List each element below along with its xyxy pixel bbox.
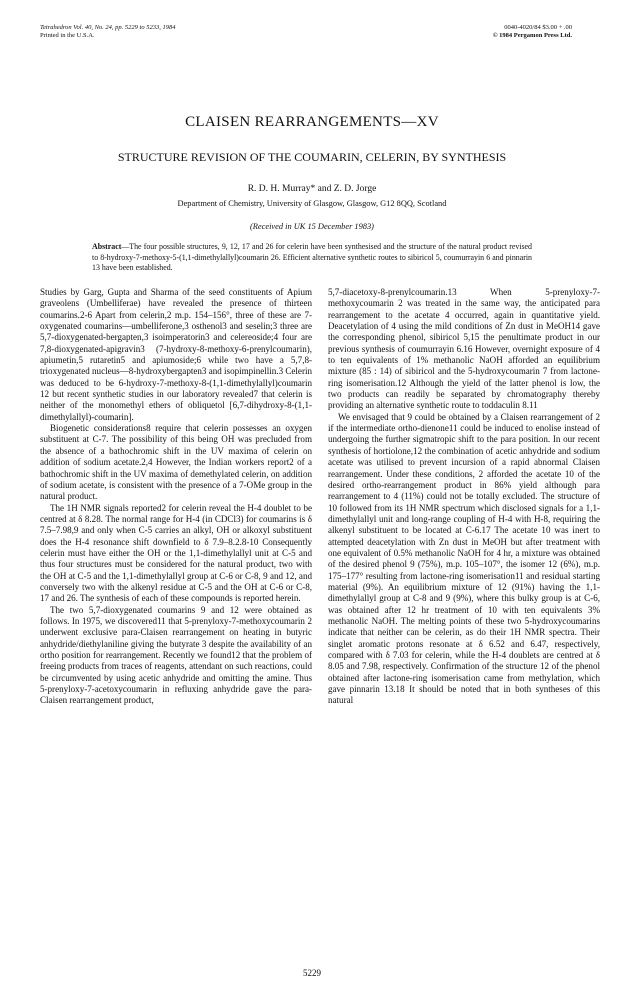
paragraph: The two 5,7-dioxygenated coumarins 9 and 12 were obtained as follows. In 1975, we discovered11 that 5-prenyloxy-7-methoxycoumarin 2 underwent exclusive para-Claisen rearrangement on heating in butyric anhydride/diethylaniline giving the butyrate 3 despite the availability of an ortho position for rearrangement. Recently we found12 that the problem of freeing products from traces of reagents, attendant on such reactions, could be circumvented by using acetic anhydride and omitting the amine. Thus 5-prenyloxy-7-acetoxycoumarin in refluxing anhydride gave the para-Claisen rearrangement product,: [40, 604, 312, 706]
paragraph: 5,7-diacetoxy-8-prenylcoumarin.13 When 5-prenyloxy-7-methoxycoumarin 2 was treated in the same way, the anticipated para rearrangement to the acetate 4 occurred, again in quantitative yield. Deacetylation of 4 using the mild conditions of Zn dust in MeOH14 gave the corresponding phenol, sibiricol 5,15 the penultimate product in our previous synthesis of coumurrayin 6.16 However, overnight exposure of 4 to ten equivalents of 1% methanolic NaOH afforded an equilibrium mixture (85 : 14) of sibiricol and the 5-hydroxycoumarin 7 from lactone-ring isomerisation.12 Although the yield of the latter phenol is low, the two products can readily be separated by chromatography thereby providing an alternative synthetic route to toddaculin 8.11: [328, 287, 600, 411]
journal-citation: Tetrahedron Vol. 40, No. 24, pp. 5229 to 5233, 1984: [40, 24, 176, 31]
abstract-text: —The four possible structures, 9, 12, 17 and 26 for celerin have been synthesised and the structure of the natural product revised to 8-hydroxy-7-methoxy-5-(1,1-dimethylallyl)coumarin 26. Efficient alternative synthetic routes to sibiricol 5, coumurrayin 6 and pinnarin 13 have been established.: [92, 242, 532, 272]
paragraph: We envisaged that 9 could be obtained by a Claisen rearrangement of 2 if the intermediate ortho-dienone11 could be induced to enolise instead of undergoing the further sigmatropic shift to the para position. In our recent synthesis of hortiolone,12 the combination of acetic anhydride and sodium acetate was utilised to prevent incursion of a rapid abnormal Claisen rearrangement. Under these conditions, 2 afforded the acetate 10 of the desired ortho-rearrangement product in 86% yield although para rearrangement to 4 (11%) could not be totally excluded. The structure of 10 followed from its 1H NMR spectrum which disclosed signals for a 1,1-dimethylallyl unit and long-range coupling of H-4 with H-8, requiring the alkenyl substituent to be located at C-6.17 The acetate 10 was inert to attempted deacetylation with Zn dust in MeOH but after treatment with one equivalent of 0.5% methanolic NaOH for 4 hr, a mixture was obtained of the desired phenol 9 (75%), m.p. 105–107°, the isomer 12 (6%), m.p. 175–177° resulting from lactone-ring isomerisation11 and residual starting material (9%). An equilibrium mixture of 12 (91%) having the 1,1-dimethylallyl group at C-8 and 9 (9%), where this bulky group is at C-6, was obtained after 12 hr treatment of 10 with ten equivalents 3% methanolic NaOH. The melting points of these two 5-hydroxycoumarins indicate that neither can be celerin, as do their 1H NMR spectra. Their singlet aromatic protons resonate at δ 6.52 and 6.47, respectively, compared with δ 7.03 for celerin, while the H-4 doublets are centred at δ 8.05 and 7.98, respectively. Confirmation of the structure 12 of the phenol obtained after lactone-ring isomerisation came from methylation, which gave pinnarin 13.18 It should be noted that in both syntheses of this natural: [328, 411, 600, 706]
page-number: 5229: [303, 968, 321, 978]
running-header-left: [40, 24, 175, 40]
author-line: R. D. H. Murray* and Z. D. Jorge: [247, 184, 377, 194]
copyright-notice: © 1984 Pergamon Press Ltd.: [492, 32, 572, 39]
paragraph: Studies by Garg, Gupta and Sharma of the seed constituents of Apium graveolens (Umbelliferae) have revealed the presence of thirteen coumarins.2-6 Apart from celerin,2 m.p. 154–156°, three of these are 7-oxygenated coumarins—umbelliferone,3 osthenol3 and seselin;3 three are 5,7-dioxygenated-bergapten,3 isoimperatorin3 and celereoside;4 four are 7,8-dioxygenated-apigravin3 (7-hydroxy-8-methoxy-6-prenylcoumarin), apiumetin,5 rutaretin5 and apiumoside;6 while two have a 5,7,8-trioxygenated nucleus—8-hydroxybergapten3 and isopimpinellin.3 Celerin was deduced to be 6-hydroxy-7-methoxy-8-(1,1-dimethylallyl)coumarin 12 but recent synthetic studies in our laboratory revealed7 that celerin is neither of the monomethyl ethers of obliquetol [6,7-dihydroxy-8-(1,1-dimethylallyl)-coumarin].: [40, 287, 312, 422]
affiliation: Department of Chemistry, University of Glasgow, Glasgow, G12 8QQ, Scotland: [177, 199, 447, 208]
body-column-left: [40, 287, 312, 967]
body-column-right: [328, 287, 600, 967]
received-date: (Received in UK 15 December 1983): [250, 222, 374, 231]
paragraph: Biogenetic considerations8 require that celerin possesses an oxygen substituent at C-7. The possibility of this being OH was precluded from the absence of a bathochromic shift in the UV maxima of celerin on addition of sodium acetate.2,4 However, the Indian workers report2 of a bathochromic shift in the UV maxima of demethylated celerin, on addition of sodium acetate, is consistent with the presence of a 7-OMe group in the natural product.: [40, 423, 312, 502]
printed-in-line: Printed in the U.S.A.: [40, 32, 95, 39]
article-subtitle: STRUCTURE REVISION OF THE COUMARIN, CELERIN, BY SYNTHESIS: [117, 150, 507, 164]
price-code: 0040-4020/84 $3.00 + .00: [504, 24, 572, 31]
abstract-label: Abstract: [92, 242, 122, 251]
paragraph: The 1H NMR signals reported2 for celerin reveal the H-4 doublet to be centred at δ 8.28. The normal range for H-4 (in CDCl3) for coumarins is δ 7.5–7.98,9 and only when C-5 carries an alkyl, OH or alkoxyl substituent does the H-4 resonance shift downfield to δ 7.9–8.2.8-10 Consequently celerin must have either the OH or the 1,1-dimethylallyl unit at C-5 and thus four structures must be considered for the natural product, two with the OH at C-5 and the 1,1-dimethylallyl group at C-6 or C-8, 9 and 12, and conversely two with the alkenyl residue at C-5 and the OH at C-6 or C-8, 17 and 26. The synthesis of each of these compounds is reported herein.: [40, 502, 312, 604]
article-title: CLAISEN REARRANGEMENTS—XV: [185, 114, 439, 130]
running-header-right: [493, 24, 572, 40]
abstract: [92, 242, 532, 274]
